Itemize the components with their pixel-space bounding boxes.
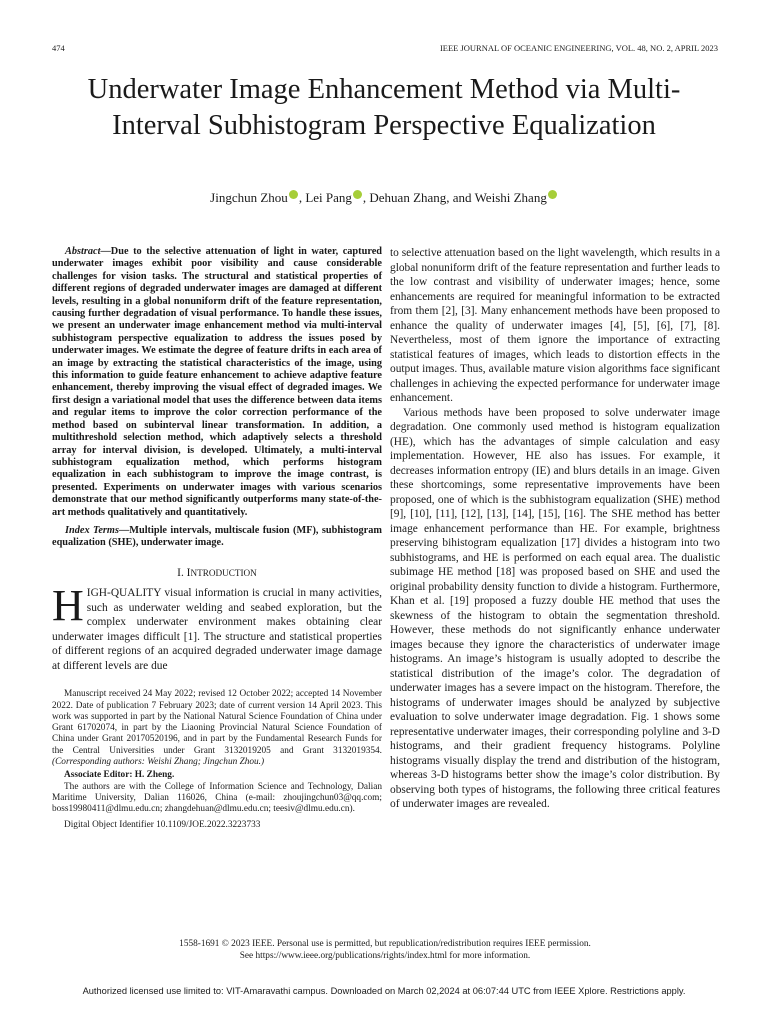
orcid-icon[interactable]: [548, 190, 557, 199]
index-terms-text: —Multiple intervals, multiscale fusion (MF), subhistogram equalization (SHE), underwater image.: [52, 524, 382, 549]
abstract: [52, 246, 382, 519]
index-terms: [52, 525, 382, 550]
copyright-notice: 1558-1691 © 2023 IEEE. Personal use is permitted, but republication/redistribution requires IEEE permission. See https://www.ieee.org/publications/rights/index.html for more information.: [179, 939, 591, 961]
right-column: [390, 246, 720, 812]
journal-header: IEEE JOURNAL OF OCEANIC ENGINEERING, VOL. 48, NO. 2, APRIL 2023: [439, 43, 718, 53]
index-terms-label: Index Terms: [65, 524, 119, 536]
abstract-label: Abstract: [65, 246, 101, 257]
orcid-icon[interactable]: [289, 190, 298, 199]
license-notice: Authorized licensed use limited to: VIT-Amaravathi campus. Downloaded on March 02,2024 at 06:07:44 UTC from IEEE Xplore. Restrictions apply.: [82, 986, 686, 996]
abstract-text: —Due to the selective attenuation of light in water, captured underwater images exhibit poor visibility and cause considerable challenges for vision tasks. The structural and statistical properties of different regions of degraded underwater images are damaged at different levels, resulting in a global nonuniform drift of the feature representation, causing further degradation of visual performance. To handle these issues, we present an underwater image enhancement method via multi-interval subhistogram perspective equalization to address the issues posed by underwater images. We estimate the degree of feature drifts in each area of an image by extracting the statistical characteristics of the image, using this information to guide feature enhancement to achieve adaptive feature enhancement, thereby improving the visual effect of degraded images. We first design a variational model that uses the difference between data items and regular items to improve the color correction performance of the method based on subinterval linear transformation. In addition, a multithreshold selection method, which adaptively selects a threshold array for interval division, is developed. Ultimately, a multi-interval subhistogram equalization method, which performs histogram equalization in each subhistogram to improve the image contrast, is presented. Experiments on underwater images with various scenarios demonstrate that our method significantly outperforms many state-of-the-art methods qualitatively and quantitatively.: [52, 246, 382, 518]
page-number: 474: [52, 43, 65, 53]
associate-editor: Associate Editor: H. Zheng.: [64, 770, 175, 781]
body-paragraph: to selective attenuation based on the light wavelength, which results in a global nonuniform drift of the feature representation and further leads to the low contrast and visibility of underwater images; hence, some enhancements are required for meaningful information to be extracted from them [2], [3]. Many enhancement methods have been proposed to enhance the quality of underwater images [4], [5], [6], [7], [8]. Nevertheless, most of them ignore the importance of extracting statistical features of images, which leads to distortion effects in the output images. Thus, available mature vision algorithms face significant challenges in achieving the expected performance for underwater image enhancement.: [390, 247, 720, 404]
author-name: Weishi Zhang: [474, 190, 547, 205]
section-heading-introduction: I. INTRODUCTION: [177, 566, 257, 579]
author-name: Jingchun Zhou: [210, 190, 288, 205]
author-name: Dehuan Zhang: [369, 190, 447, 205]
author-name: Lei Pang: [305, 190, 352, 205]
left-column: [52, 246, 382, 831]
paper-title: Underwater Image Enhancement Method via Multi-Interval Subhistogram Perspective Equalization: [87, 74, 681, 141]
body-paragraph: Various methods have been proposed to solve underwater image degradation. One commonly used method is histogram equalization (HE), which has the advantages of simple calculation and easy implementation. However, HE also has issues. For example, it decreases information entropy (IE) and blurs details in an image. Given these shortcomings, some representative improvements have been proposed, one of which is the subhistogram equalization (SHE) method [9], [10], [11], [12], [13], [14], [15], [16]. The SHE method has better image enhancement performance than HE. For example, brightness preserving bihistogram equalization [17] divides a histogram into two subhistograms, and HE is performed on each equal area. The dualistic subimage HE method [18] was proposed based on SHE and used the original probability density function to divide a histogram. Furthermore, Khan et al. [19] proposed a fuzzy double HE method that uses the skewness of the histogram to obtain the segmentation threshold. However, these methods do not significantly enhance underwater images because they ignore the characteristics of underwater image histograms. An image’s histogram is usually adopted to describe the statistical distribution of the image’s color. The degradation of underwater images has a severe impact on the histogram. Therefore, the histograms of underwater images should be analyzed by subjective evaluation to solve underwater image degradation. Fig. 1 shows some representative underwater images, their corresponding polyline and 3-D histograms, and their gradient frequency histograms. Polyline histograms visually display the trend and distribution of the histogram, whereas 3-D histograms better show the image’s color distribution. By observing both types of histograms, the following three critical features of underwater images are revealed.: [390, 406, 720, 810]
intro-paragraph: HIGH-QUALITY visual information is crucial in many activities, such as underwater welding and seabed exploration, but the complex underwater environment makes obtaining clear underwater images difficult [1]. The structure and statistical properties of different regions of an acquired degraded underwater image damage at different levels are due: [52, 581, 382, 672]
doi-line: Digital Object Identifier 10.1109/JOE.2022.3223733: [64, 819, 261, 830]
author-affiliation: The authors are with the College of Information Science and Technology, Dalian Maritime University, Dalian 116026, China (e-mail: zhoujingchun03@qq.com; boss19980411@dlmu.edu.cn; zhangdehuan@dlmu.edu.cn; teesiv@dlmu.edu.cn).: [52, 781, 382, 815]
author-list: Jingchun Zhou , Lei Pang , Dehuan Zhang, and Weishi Zhang: [80, 190, 688, 206]
orcid-icon[interactable]: [353, 190, 362, 199]
manuscript-footnote: Manuscript received 24 May 2022; revised 12 October 2022; accepted 14 November 2022. Date of publication 7 February 2023; date of current version 14 April 2023. This work was supported in part by the National Natural Science Foundation of China under Grant 61702074, in part by the Liaoning Provincial Natural Science Foundation of China under Grant 20170520196, and in part by the Fundamental Research Funds for the Central Universities under Grant 3132019205 and Grant 3132019354. (Corresponding authors: Weishi Zhang; Jingchun Zhou.): [52, 689, 382, 768]
